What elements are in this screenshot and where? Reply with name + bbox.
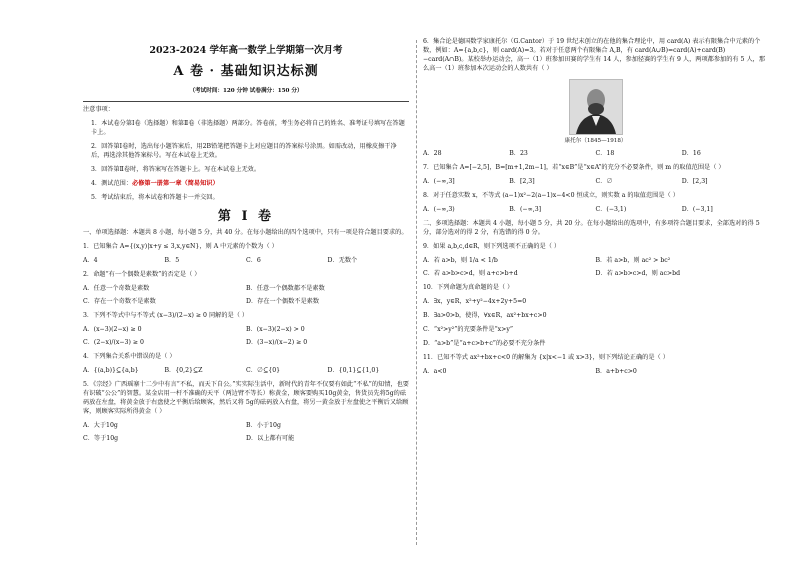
options-row	[423, 178, 768, 187]
exam-title: 2023-2024 学年高一数学上学期第一次月考	[149, 45, 343, 56]
option: D．{0,1}⊆{1,0}	[327, 367, 380, 375]
option: D．无数个	[327, 257, 358, 265]
option: A．4	[83, 257, 98, 265]
option: D．若 a>b>c>d，则 ac>bd	[595, 269, 681, 277]
option: A．(x−3)(2−x) ≥ 0	[83, 326, 142, 334]
option: A．∃x，y∈R，x²+y²−4x+2y+5=0	[423, 297, 527, 305]
option: C．若 a>b>c>d，则 a+c>b+d	[423, 269, 518, 277]
question-stem: 6．集合论是德国数学家康托尔（G.Cantor）于 19 世纪末创立的在他的集合理论中，用 card(A) 表示有限集合中元素的个数，例如：A={a,b,c}，则 card(A)=3。若对于任意两个有限集合 A,B，有 card(A∪B)=card(A)+card(B)−card(A∩B)。某校举办运动会，高一（1）班参加田赛的学生有 14 人，参加径赛的学生有 9 人，两项都参加的有 5 人，那么高一（1）班参加本次运动会的人数共有（ ）	[423, 38, 766, 72]
option: D．[2,3]	[681, 178, 708, 186]
options-grid	[83, 326, 409, 348]
question-stem: 3．下列不等式中与不等式 (x−3)/(2−x) ≥ 0 同解的是（ ）	[83, 312, 249, 320]
option: A．(−∞,3)	[423, 205, 455, 213]
option: B．a+b+c>0	[595, 367, 637, 375]
option: B．{0,2}⊆Z	[164, 367, 203, 375]
option: D．以上都有可能	[246, 435, 295, 443]
question-stem: 9．如果 a,b,c,d∈R，则下列选项不正确的是（ ）	[423, 242, 561, 250]
cantor-portrait	[569, 79, 623, 135]
option: C．(−3,1)	[595, 205, 627, 213]
section-instructions: 一、单项选择题：本题共 8 小题，每小题 5 分，共 40 分。在每小题给出的四个选项中，只有一项是符合题目要求的。	[83, 229, 408, 237]
option: B．任意一个偶数都不是素数	[246, 285, 325, 293]
option: A．大于10g	[83, 422, 118, 430]
left-column	[83, 38, 409, 449]
option: C．18	[595, 150, 615, 158]
options-grid	[423, 368, 768, 377]
option: B．[2,3]	[509, 178, 535, 186]
options-grid	[423, 257, 768, 279]
option: D．“a>b”是“a+c>b+c”的必要不充分条件	[423, 339, 546, 347]
option: C．存在一个奇数不是素数	[83, 298, 156, 306]
option: D．存在一个偶数不是素数	[246, 298, 320, 306]
question-stem: 4．下列集合关系中错误的是（ ）	[83, 353, 176, 361]
option: B．5	[164, 257, 180, 265]
options-row	[83, 367, 409, 376]
option: A．{(a,b)}⊆{a,b}	[83, 367, 139, 375]
option: C．等于10g	[83, 435, 119, 443]
option: B．若 a>b，则 ac² > bc²	[595, 256, 671, 264]
options-row	[423, 150, 768, 159]
note-scope-label: 4．测试范围：	[91, 179, 133, 187]
question-stem: 7．已知集合 A=[−2,5]，B=[m+1,2m−1]，若“x∈B”是“x∈A”的充分不必要条件，则 m 的取值范围是（ ）	[423, 164, 725, 172]
left-questions	[83, 243, 409, 444]
option: A．若 a>b，则 1/a < 1/b	[423, 256, 498, 264]
option: B．小于10g	[246, 422, 281, 430]
header-rule	[83, 101, 409, 102]
section-title: 第 Ⅰ 卷	[217, 208, 275, 224]
question-stem: 1．已知集合 A={(x,y)|x+y ≤ 3,x,y∈N}，则 A 中元素的个数为（ ）	[83, 243, 278, 251]
note-item: 5．考试结束后，将本试卷和答题卡一并交回。	[91, 193, 219, 201]
option: C．6	[246, 257, 261, 265]
question-stem: 10．下列命题为真命题的是（ ）	[423, 283, 514, 291]
options-row	[423, 206, 768, 215]
option: B．23	[509, 150, 528, 158]
question-stem: 5．《宗经》广西瑶寨十二少中有言“不私，而天下自公。”实实际生活中，新时代的青年不仅要有如此“不私”的知情，也要有识破“公公”的智慧。某金店用一杆不准确的天平（两边臂不等长）称黄金，顾客要购买10g黄金，售货员先将5g的砝码放在左盘，将黄金放于右盘使之平衡后给顾客，然后又将 5g的砝码放入右盘，将另一黄金放于左盘使之平衡后又给顾客，则顾客实际所得黄金（ ）	[83, 381, 409, 416]
question-stem: 二、多项选择题：本题共 4 小题，每小题 5 分，共 20 分。在每小题给出的选项中，有多项符合题目要求，全部选对的得 5 分，部分选对的得 2 分，有选错的得 0 分。	[423, 219, 760, 236]
option: C．∅⊆{0}	[246, 367, 281, 375]
options-grid	[83, 422, 409, 444]
option: C．∅	[595, 178, 613, 186]
note-item-scope	[83, 180, 409, 189]
option: A．a<0	[423, 367, 447, 375]
notes-heading: 注意事项：	[83, 105, 114, 113]
option: A．28	[423, 150, 442, 158]
option: D．(3−x)/(x−2) ≥ 0	[246, 339, 308, 347]
option: D．(−3,1]	[681, 205, 713, 213]
option: D．16	[681, 150, 701, 158]
note-item: 2．回答第Ⅰ卷时，选出每小题答案后，用2B铅笔把答题卡上对应题目的答案标号涂黑。如需改动，用橡皮擦干净后，再选涂其他答案标号。写在本试卷上无效。	[91, 142, 397, 159]
option: A．任意一个奇数是素数	[83, 285, 150, 293]
option: C．(2−x)/(x−3) ≥ 0	[83, 339, 144, 347]
option: B．∃a>0>b，使得，∀x∈R，ax²+bx+c>0	[423, 311, 547, 319]
note-scope-value: 必修第一册第一章（简易知识）	[132, 179, 219, 187]
right-questions	[423, 38, 768, 377]
option: A．(−∞,3]	[423, 178, 455, 186]
question-stem: 8．对于任意实数 x，不等式 (a−1)x²−2(a−1)x−4<0 恒成立，则实数 a 的取值范围是（ ）	[423, 192, 679, 199]
portrait-caption: 康托尔（1845—1918）	[564, 137, 627, 144]
question-stem: 11．已知不等式 ax²+bx+c<0 的解集为 {x|x<−1 或 x>3}，则下列结论正确的是（ ）	[423, 353, 669, 361]
note-item: 3．回答第Ⅱ卷时，将答案写在答题卡上。写在本试卷上无效。	[91, 165, 261, 173]
option: B．(x−3)(2−x) > 0	[246, 326, 305, 334]
question-stem: 2．命题“有一个偶数是素数”的否定是（ ）	[83, 271, 201, 279]
options-list	[423, 298, 768, 349]
option: C．“x²>y²”的充要条件是“x>y”	[423, 325, 513, 333]
options-grid	[83, 285, 409, 307]
option: B．(−∞,3]	[509, 205, 542, 213]
exam-subtitle: A 卷 · 基础知识达标测	[173, 63, 319, 79]
right-column	[423, 38, 768, 382]
note-item: 1．本试卷分第Ⅰ卷（选择题）和第Ⅱ卷（非选择题）两部分。答卷前，考生务必将自己的姓名、准考证号填写在答题卡上。	[91, 119, 405, 136]
exam-meta: （考试时间：120 分钟 试卷满分：150 分）	[189, 87, 303, 94]
column-divider	[416, 40, 417, 545]
options-row	[83, 257, 409, 266]
